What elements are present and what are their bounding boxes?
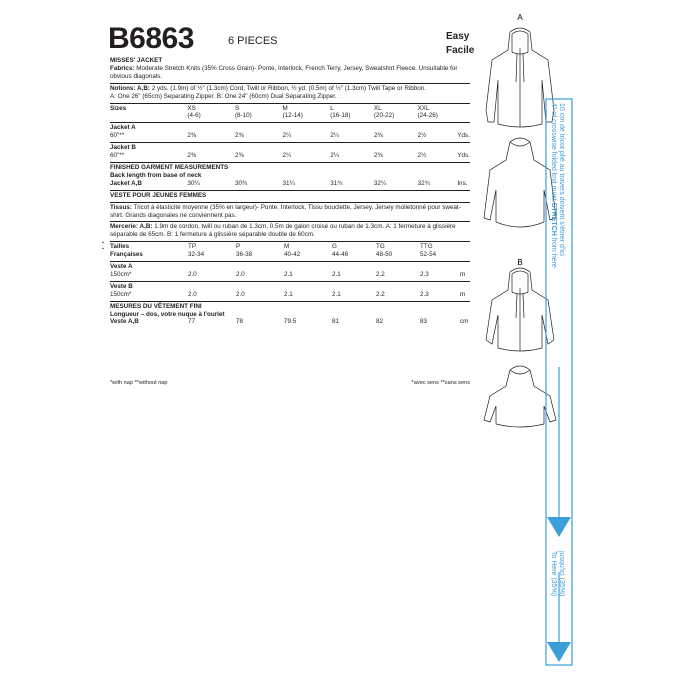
notions-text: 2 yds. (1.9m) of ½" (1.3cm) Cord, Twill or Ribbon, ½ yd. (0.5m) of ½" (1.3cm) Twill Tape or Ribbon. xyxy=(151,84,427,92)
tissus-paragraph: Tissus: Tricot à élasticité moyenne (35% en largeur)- Ponte, Interlock, Tissu bouclette, Jersey, Jersey molletonné pour sweat-shirt. Grands diagonales ne conviennent pas. xyxy=(110,203,461,219)
size-cell: L (16-18) xyxy=(330,104,351,120)
level-en: Easy xyxy=(446,31,470,42)
stretch-gauge xyxy=(540,97,578,669)
pattern-number: B6863 xyxy=(108,22,194,55)
notions-label: Notions: A,B: xyxy=(110,84,150,92)
size-cell: M (12-14) xyxy=(282,104,303,120)
footnotes xyxy=(110,380,470,386)
size-cell: XL (20-22) xyxy=(373,104,395,120)
size-cell: S (8-10) xyxy=(234,104,252,120)
table-row: Veste A 150cm* 2.0 2.0 2.1 2.1 2.2 2.3 m xyxy=(110,263,466,278)
level-fr: Facile xyxy=(446,45,475,56)
size-cell: XS (4-6) xyxy=(187,104,201,120)
size-cell: M 40-42 xyxy=(284,243,301,259)
back-length-label: Back length from base of neck xyxy=(110,171,202,179)
jacket-a-label: Jacket A xyxy=(110,124,136,132)
stretch-instruction-en: 4" of crosswise folded knit must STRETCH from here xyxy=(550,103,557,268)
stretch-instruction-fr: 10 cm de tricot plié au travers doivent s'étirer d'ici xyxy=(558,103,565,256)
footnote-right: *avec sens **sans sens xyxy=(411,380,470,386)
table-row: Jacket A,B 30¼ 30¾ 31¼ 31¾ 32¼ 32¾ Ins. xyxy=(110,179,468,187)
sizes-label: Sizes xyxy=(110,104,127,112)
arrow-down-icon xyxy=(547,517,571,537)
longueur-label: Longueur – dos, votre nuque à l'ourlet xyxy=(110,310,225,318)
fabrics-text: Moderate Stretch Knits (35% Cross Grain)- Ponte, Interlock, French Terry, Jersey, Sweatshirt Fleece. Unsuitable for obvious diagonals. xyxy=(110,64,458,80)
table-row: 60"** 2⅜ 2⅜ 2¼ 2¼ 2⅜ 2½ Yds. xyxy=(110,132,470,140)
yardage-table-en xyxy=(110,105,470,188)
table-row: Veste B 150cm* 2.0 2.0 2.1 2.1 2.2 2.3 m xyxy=(110,282,466,298)
yardage-table-fr xyxy=(110,243,470,326)
to-here-fr: jusqu'ici (35%) xyxy=(558,551,565,597)
size-cell: TP 32-34 xyxy=(188,243,205,259)
finished-heading-en: FINISHED GARMENT MEASUREMENTS xyxy=(110,163,229,171)
notions-text-2: A: One 26" (65cm) Separating Zipper. B: One 24" (60cm) Dual Separating Zipper. xyxy=(110,92,337,100)
size-cell: P 36-38 xyxy=(236,243,253,259)
arrow-down-icon xyxy=(547,642,571,662)
to-here-en: To Here (35%) xyxy=(550,551,557,597)
fabrics-paragraph xyxy=(110,65,470,81)
tailles-label: Tailles Françaises xyxy=(110,243,143,259)
instructions-block xyxy=(110,57,470,326)
footnote-left: *with nap **without nap xyxy=(110,380,168,386)
fr-heading: VESTE POUR JEUNES FEMMES xyxy=(110,191,207,199)
view-b-label: B xyxy=(517,258,523,267)
fabrics-label: Fabrics: xyxy=(110,64,135,72)
size-cell: XXL (24-26) xyxy=(417,104,438,120)
registration-mark: ▪ ▪ xyxy=(102,240,104,252)
size-cell: TG 48-50 xyxy=(376,243,393,259)
table-row: 60"** 2⅜ 2⅜ 2¼ 2¼ 2⅜ 2½ Yds. xyxy=(110,152,470,160)
size-cell: TTG 52-54 xyxy=(420,243,437,259)
en-heading: MISSES' JACKET xyxy=(110,57,163,64)
notions-paragraph xyxy=(110,85,470,101)
jacket-b-label: Jacket B xyxy=(110,144,136,152)
size-cell: G 44-46 xyxy=(332,243,349,259)
finished-heading-fr: MESURES DU VÊTEMENT FINI xyxy=(110,302,202,310)
mercerie-paragraph: Mercerie: A,B: 1.9m de cordon, twill ou ruban de 1.3cm, 0.5m de galon croisé ou ruban de 1.3cm. A: 1 fermeture à glissière séparable de 65cm. B: 1 fermeture à glissière séparable double de 60cm. xyxy=(110,223,456,239)
table-row: Veste A,B 77 78 79.5 81 82 83 cm xyxy=(110,318,469,326)
view-a-label: A xyxy=(517,13,523,22)
pieces-count: 6 PIECES xyxy=(228,35,278,47)
